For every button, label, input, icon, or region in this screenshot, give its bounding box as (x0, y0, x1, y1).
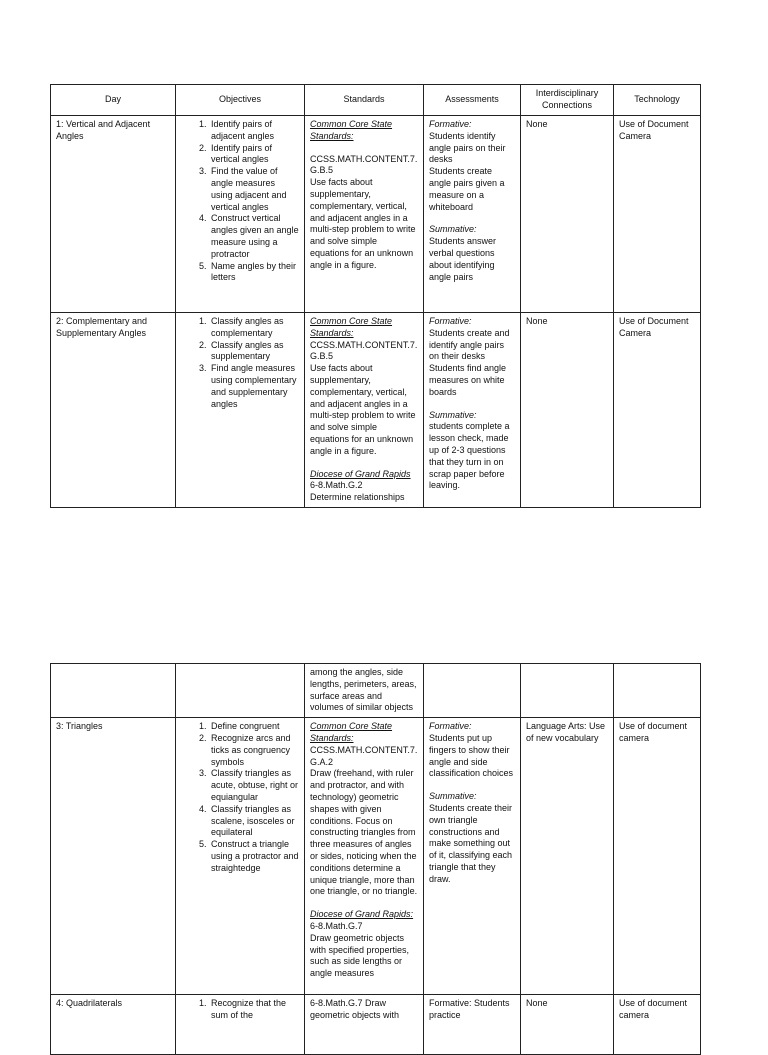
standards-cell (305, 313, 424, 508)
summative-label: Summative: (429, 791, 477, 802)
objectives-list (181, 721, 299, 874)
formative-label: Formative: (429, 316, 472, 326)
formative-text: Students create and identify angle pairs on their desks Students find angle measures on white boards (429, 327, 510, 397)
formative-text: Students put up fingers to show their angle and side classification choices (429, 732, 514, 779)
summative-text: Students create their own triangle constructions and make something out of it, classifying each triangle that they draw. (429, 802, 513, 884)
standards-code-2: 6-8.Math.G.7 (310, 920, 363, 931)
list-item: 5. Name angles by their letters (209, 261, 299, 285)
assessments-cell: Formative: Students practice (424, 995, 521, 1055)
day-cell: 2: Complementary and Supplementary Angles (51, 313, 176, 508)
objectives-cell (176, 313, 305, 508)
standards-cell (305, 116, 424, 313)
objectives-cell (176, 995, 305, 1055)
objectives-list (181, 119, 299, 284)
standards-code: CCSS.MATH.CONTENT.7.G.A.2 (310, 744, 418, 767)
summative-label: Summative: (429, 224, 477, 235)
summative-text: students complete a lesson check, made up of 2-3 questions that they turn in on scrap paper before leaving. (429, 421, 510, 491)
list-item: 5. Construct a triangle using a protractor and straightedge (209, 839, 299, 874)
standards-heading-2: Diocese of Grand Rapids: (310, 909, 414, 920)
header-objectives: Objectives (176, 85, 305, 116)
list-item: 2. Classify angles as supplementary (209, 340, 299, 364)
formative-label: Formative: (429, 119, 472, 129)
table-row (51, 116, 701, 313)
assessments-cell (424, 116, 521, 313)
day-cell: 1: Vertical and Adjacent Angles (51, 116, 176, 313)
header-row (51, 85, 701, 116)
standards-code: CCSS.MATH.CONTENT.7.G.B.5 (310, 339, 418, 362)
summative-text: Students answer verbal questions about identifying angle pairs (429, 236, 497, 282)
standards-code-2: 6-8.Math.G.2 (310, 480, 363, 491)
assessments-cell (424, 718, 521, 995)
standards-text-2: Determine relationships (310, 492, 405, 503)
lesson-plan-table-2 (50, 663, 701, 1055)
header-assessments: Assessments (424, 85, 521, 116)
list-item: 1. Define congruent (209, 721, 299, 733)
standards-text: Use facts about supplementary, complementary, vertical, and adjacent angles in a multi-step problem to write and solve simple equations for an unknown angle in a figure. (310, 363, 416, 456)
formative-text: Students identify angle pairs on their desks Students create angle pairs given a measure on a whiteboard (429, 130, 506, 212)
header-technology: Technology (614, 85, 701, 116)
standards-heading: Common Core State Standards: (310, 316, 393, 338)
interdisciplinary-cell: None (521, 313, 614, 508)
list-item: 3. Find the value of angle measures using adjacent and vertical angles (209, 166, 299, 213)
header-interdisciplinary: Interdisciplinary Connections (521, 85, 614, 116)
objectives-list (181, 316, 299, 410)
standards-code: CCSS.MATH.CONTENT.7.G.B.5 (310, 153, 418, 176)
list-item: 2. Recognize arcs and ticks as congruency symbols (209, 733, 299, 768)
table-row (51, 995, 701, 1055)
list-item: 3. Find angle measures using complementary and supplementary angles (209, 363, 299, 410)
interdisciplinary-cell: None (521, 116, 614, 313)
standards-cell: 6-8.Math.G.7 Draw geometric objects with (305, 995, 424, 1055)
table-row (51, 664, 701, 718)
standards-heading: Common Core State Standards: (310, 119, 393, 141)
standards-text-2: Draw geometric objects with specified properties, such as side lengths or angle measures (310, 932, 410, 979)
table-row (51, 718, 701, 995)
standards-text: Draw (freehand, with ruler and protractor, and with technology) geometric shapes with given conditions. Focus on constructing triangles from three measures of angles or sides, noticing when the conditions determine a unique triangle, more than one triangle, or no triangle. (310, 768, 418, 897)
lesson-plan-table-1 (50, 84, 701, 508)
list-item: 3. Classify triangles as acute, obtuse, right or equiangular (209, 768, 299, 803)
list-item: 1. Recognize that the sum of the (209, 998, 299, 1022)
table-row (51, 313, 701, 508)
list-item: 1. Classify angles as complementary (209, 316, 299, 340)
list-item: 4. Classify triangles as scalene, isosceles or equilateral (209, 804, 299, 839)
standards-text: Use facts about supplementary, complementary, vertical, and adjacent angles in a multi-step problem to write and solve simple equations for an unknown angle in a figure. (310, 177, 416, 270)
header-standards: Standards (305, 85, 424, 116)
technology-cell: Use of Document Camera (614, 313, 701, 508)
objectives-cell (176, 116, 305, 313)
list-item: 4. Construct vertical angles given an angle measure using a protractor (209, 213, 299, 260)
standards-heading: Common Core State Standards: (310, 721, 393, 743)
standards-heading-2: Diocese of Grand Rapids (310, 468, 411, 479)
day-cell: 3: Triangles (51, 718, 176, 995)
standards-continuation: among the angles, side lengths, perimeters, areas, surface areas and volumes of similar objects (305, 664, 424, 718)
technology-cell: Use of document camera (614, 995, 701, 1055)
technology-cell: Use of Document Camera (614, 116, 701, 313)
interdisciplinary-cell: None (521, 995, 614, 1055)
objectives-cell (176, 718, 305, 995)
formative-label: Formative: (429, 721, 472, 732)
standards-cell (305, 718, 424, 995)
assessments-cell (424, 313, 521, 508)
interdisciplinary-cell: Language Arts: Use of new vocabulary (521, 718, 614, 995)
day-cell: 4: Quadrilaterals (51, 995, 176, 1055)
list-item: 2. Identify pairs of vertical angles (209, 143, 299, 167)
technology-cell: Use of document camera (614, 718, 701, 995)
summative-label: Summative: (429, 409, 477, 420)
list-item: 1. Identify pairs of adjacent angles (209, 119, 299, 143)
header-day: Day (51, 85, 176, 116)
objectives-list (181, 998, 299, 1022)
